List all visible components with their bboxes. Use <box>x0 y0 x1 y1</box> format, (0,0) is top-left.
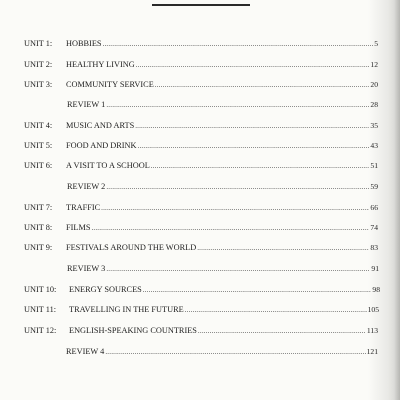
page-number: 12 <box>370 60 378 69</box>
entry-title: HEALTHY LIVING <box>66 60 135 69</box>
toc-row-unit-9 <box>0 241 400 255</box>
page-number: 59 <box>370 182 378 191</box>
toc-row-review-2 <box>0 180 400 194</box>
toc-entry <box>69 303 379 317</box>
dot-leader <box>197 241 369 255</box>
unit-label: UNIT 2: <box>24 60 53 69</box>
toc-entry <box>66 159 378 173</box>
page-number: 91 <box>371 264 379 273</box>
toc-entry <box>66 345 378 359</box>
unit-label: UNIT 9: <box>24 243 53 252</box>
entry-title: REVIEW 2 <box>67 182 106 191</box>
unit-label: UNIT 12: <box>24 326 57 335</box>
toc-entry <box>66 139 378 153</box>
unit-label: UNIT 10: <box>24 285 57 294</box>
dot-leader <box>138 139 370 153</box>
toc-row-unit-6 <box>0 159 400 173</box>
dot-leader <box>106 180 369 194</box>
unit-label: UNIT 4: <box>24 121 53 130</box>
toc-row-unit-10 <box>0 283 400 297</box>
toc-entry <box>67 180 378 194</box>
dot-leader <box>155 78 370 92</box>
page-number: 5 <box>374 39 378 48</box>
unit-label: UNIT 7: <box>24 203 53 212</box>
page-number: 105 <box>367 305 379 314</box>
dot-leader <box>135 119 369 133</box>
toc-row-unit-2 <box>0 58 400 72</box>
dot-leader <box>91 221 369 235</box>
dot-leader <box>106 262 370 276</box>
page-number: 98 <box>372 285 380 294</box>
page-number: 43 <box>370 141 378 150</box>
page-number: 83 <box>370 243 378 252</box>
toc-row-review-4 <box>0 345 400 359</box>
unit-label: UNIT 5: <box>24 141 53 150</box>
entry-title: ENGLISH-SPEAKING COUNTRIES <box>69 326 197 335</box>
dot-leader <box>103 37 374 51</box>
toc-entry <box>66 119 378 133</box>
dot-leader <box>136 58 370 72</box>
page-number: 121 <box>366 347 378 356</box>
dot-leader <box>198 324 366 338</box>
entry-title: FOOD AND DRINK <box>66 141 137 150</box>
entry-title: MUSIC AND ARTS <box>66 121 135 130</box>
entry-title: ENERGY SOURCES <box>69 285 142 294</box>
dot-leader <box>105 345 365 359</box>
unit-label: UNIT 6: <box>24 161 53 170</box>
entry-title: REVIEW 3 <box>67 264 106 273</box>
toc-entry <box>66 201 378 215</box>
page-number: 51 <box>370 161 378 170</box>
toc-entry <box>66 58 378 72</box>
unit-label: UNIT 8: <box>24 223 53 232</box>
unit-label: UNIT 11: <box>24 305 57 314</box>
toc-row-unit-1 <box>0 37 400 51</box>
toc-entry <box>69 283 380 297</box>
dot-leader <box>143 283 372 297</box>
toc-entry <box>66 221 378 235</box>
entry-title: REVIEW 1 <box>67 100 106 109</box>
toc-row-unit-8 <box>0 221 400 235</box>
entry-title: HOBBIES <box>66 39 102 48</box>
page-number: 20 <box>370 80 378 89</box>
dot-leader <box>106 98 369 112</box>
page-number: 35 <box>370 121 378 130</box>
entry-title: FILMS <box>66 223 91 232</box>
dot-leader <box>185 303 367 317</box>
toc-row-unit-12 <box>0 324 400 338</box>
dot-leader <box>101 201 369 215</box>
toc-row-review-1 <box>0 98 400 112</box>
toc-row-unit-5 <box>0 139 400 153</box>
dot-leader <box>151 159 370 173</box>
toc-entry <box>67 98 378 112</box>
entry-title: COMMUNITY SERVICE <box>66 80 154 89</box>
entry-title: TRAFFIC <box>66 203 101 212</box>
page-number: 66 <box>370 203 378 212</box>
toc-entry <box>67 262 379 276</box>
entry-title: FESTIVALS AROUND THE WORLD <box>66 243 197 252</box>
toc-entry <box>66 78 378 92</box>
toc-row-unit-7 <box>0 201 400 215</box>
page-number: 28 <box>370 100 378 109</box>
unit-label: UNIT 1: <box>24 39 53 48</box>
toc-row-review-3 <box>0 262 400 276</box>
entry-title: REVIEW 4 <box>66 347 105 356</box>
toc-entry <box>66 241 378 255</box>
page-edge-shadow <box>394 0 400 400</box>
page-number: 74 <box>370 223 378 232</box>
toc-row-unit-3 <box>0 78 400 92</box>
toc-row-unit-4 <box>0 119 400 133</box>
entry-title: A VISIT TO A SCHOOL <box>66 161 150 170</box>
page-number: 113 <box>366 326 378 335</box>
toc-entry <box>66 37 378 51</box>
entry-title: TRAVELLING IN THE FUTURE <box>69 305 184 314</box>
toc-entry <box>69 324 378 338</box>
toc-row-unit-11 <box>0 303 400 317</box>
unit-label: UNIT 3: <box>24 80 53 89</box>
